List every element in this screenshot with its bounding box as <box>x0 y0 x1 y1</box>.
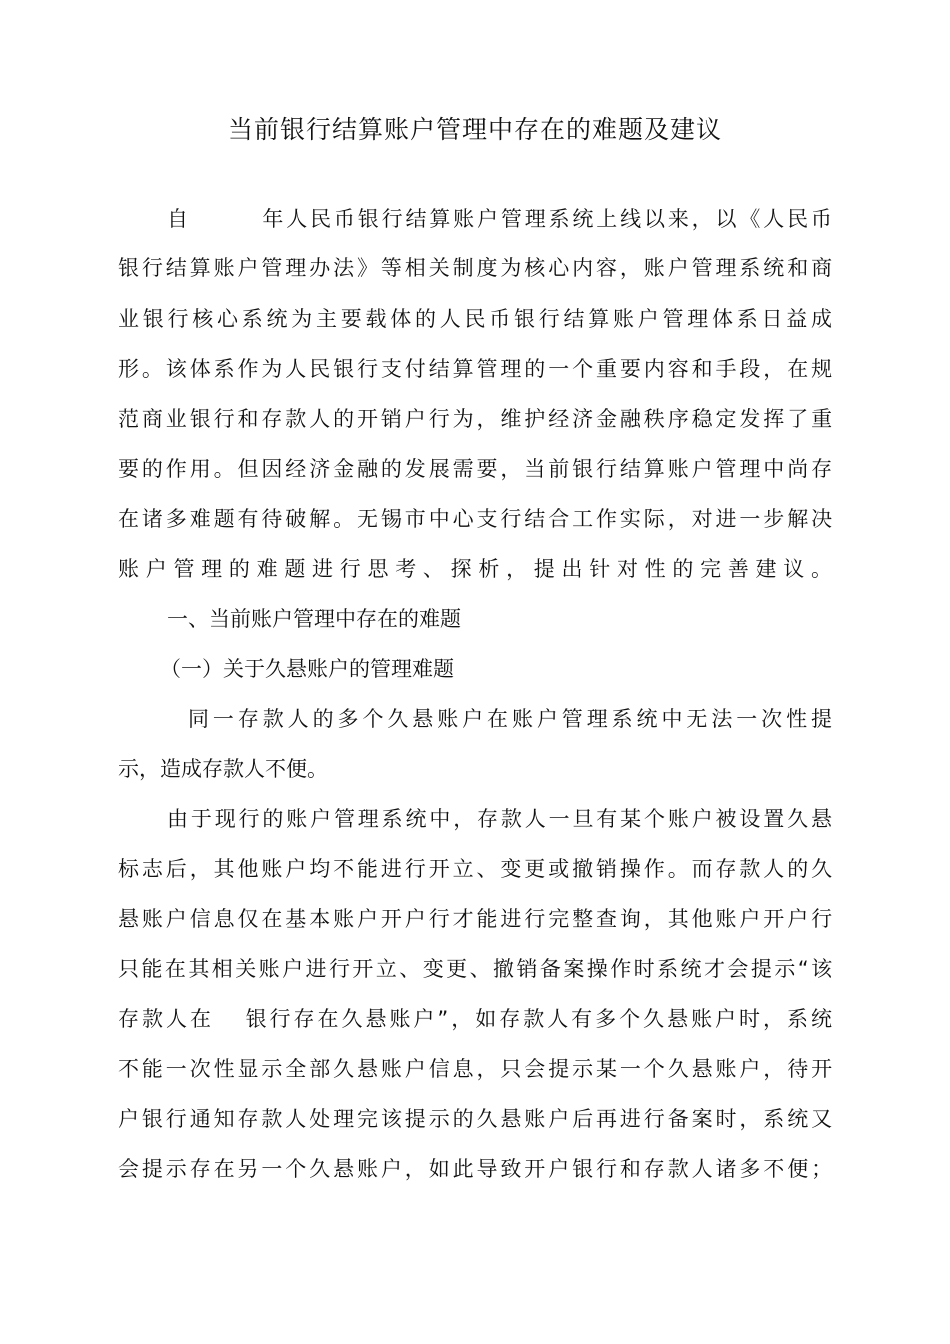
text-line: 账户管理的难题进行思考、探析，提出针对性的完善建议。 <box>118 557 839 581</box>
text-line: 业银行核心系统为主要载体的人民币银行结算账户管理体系日益成 <box>118 307 836 331</box>
subsection-heading: （一）关于久悬账户的管理难题 <box>160 657 454 681</box>
text-line: 悬账户信息仅在基本账户开户行才能进行完整查询，其他账户开户行 <box>118 907 835 931</box>
text-line: 同一存款人的多个久悬账户在账户管理系统中无法一次性提 <box>188 707 836 731</box>
text-line: 标志后，其他账户均不能进行开立、变更或撤销操作。而存款人的久 <box>118 857 835 881</box>
text-line: 形。该体系作为人民银行支付结算管理的一个重要内容和手段，在规 <box>118 357 835 381</box>
text-line: 示，造成存款人不便。 <box>118 757 328 781</box>
document-title: 当前银行结算账户管理中存在的难题及建议 <box>227 115 722 144</box>
text-line: 在诸多难题有待破解。无锡市中心支行结合工作实际，对进一步解决 <box>118 507 835 531</box>
text-line: 会提示存在另一个久悬账户，如此导致开户银行和存款人诸多不便； <box>118 1157 835 1181</box>
section-heading: 一、当前账户管理中存在的难题 <box>167 607 461 631</box>
text-line: 存款人在 银行存在久悬账户”，如存款人有多个久悬账户时，系统 <box>118 1007 835 1031</box>
text-line: 户银行通知存款人处理完该提示的久悬账户后再进行备案时，系统又 <box>118 1107 835 1131</box>
text-line: 范商业银行和存款人的开销户行为，维护经济金融秩序稳定发挥了重 <box>118 407 835 431</box>
text-line: 要的作用。但因经济金融的发展需要，当前银行结算账户管理中尚存 <box>118 457 835 481</box>
text-line: 由于现行的账户管理系统中，存款人一旦有某个账户被设置久悬 <box>167 807 835 831</box>
text-line: 银行结算账户管理办法》等相关制度为核心内容，账户管理系统和商 <box>118 256 835 280</box>
text-line: 不能一次性显示全部久悬账户信息，只会提示某一个久悬账户，待开 <box>118 1057 835 1081</box>
text-line: 自 年人民币银行结算账户管理系统上线以来，以《人民币 <box>167 207 835 231</box>
text-line: 只能在其相关账户进行开立、变更、撤销备案操作时系统才会提示“该 <box>118 957 835 981</box>
